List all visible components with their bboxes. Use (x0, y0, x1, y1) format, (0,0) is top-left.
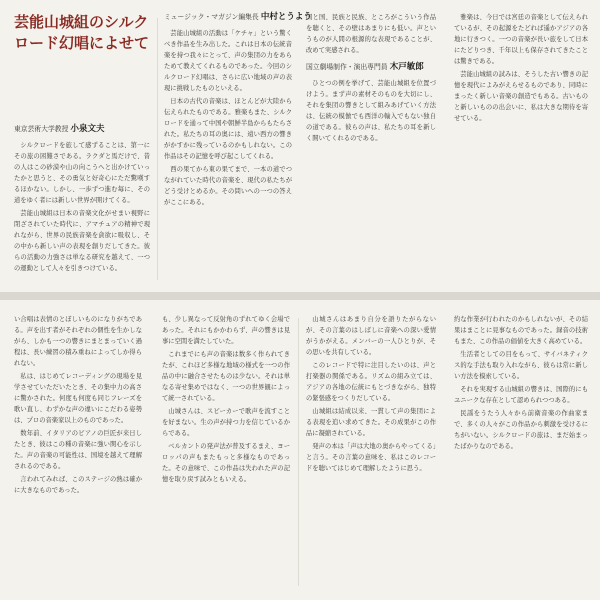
author-1-affiliation: 東京芸術大学教授 (14, 125, 69, 133)
text-paragraph: 山城さんは、スピーカーで歌声を流すことを好まない。生の声が持つ力を信じているからである。 (162, 408, 290, 437)
author-1-byline (14, 124, 150, 134)
text-paragraph: 国と国、民族と民族、ところがこういう作品を聴くと、その壁はあまりにも低い。声というものが人間の根源的な表現であることが、改めて実感される。 (306, 14, 436, 54)
author-2-byline (164, 12, 312, 22)
bottom-column-1 (14, 314, 142, 596)
author-2-affiliation: ミュージック・マガジン編集長 (164, 13, 259, 21)
text-paragraph: 山城組は結成以来、一貫して声の集団による表現を追い求めてきた。その成果がこの作品に凝縮されている。 (306, 408, 436, 437)
text-paragraph: 芸能山城組は日本の音楽文化がせまい視野に閉ざされていた時代に、アマチュアの精神で現れながら、世界の民族音楽を貪欲に吸収し、その中から新しい声の表現を創りだしてきた。彼らの活動の力強さは単なる研究を越えて、一つの運動として人々を引きつけている。 (14, 210, 150, 272)
page-divider (0, 292, 600, 300)
text-paragraph: 芸能山城組の活動は「ケチャ」という驚くべき作品を生み出した。これは日本の伝統音楽を持つ我々にとって、声の集団の力をあらためて教えてくれるものであった。今回のシルクロード幻唱は、さらに広い地域の声の表現に挑戦したものといえる。 (164, 30, 292, 92)
text-paragraph: ひとつの例を挙げて、芸能山城組を位置づけよう。まず声の素材そのものを大切にし、それを集団の響きとして組みあげていく方法は、伝統の模倣でも西洋の輸入でもない独自の道である。彼らの声は、私たちの耳を新しく開いてくれるのである。 (306, 80, 436, 142)
author-3-name: 木戸敏郎 (389, 62, 424, 72)
top-column-4 (454, 12, 588, 288)
text-paragraph: 発声の本は「声は大地の奥からやってくる」と言う。その言葉の意味を、私はこのレコードを聴いてはじめて理解したように思う。 (306, 443, 436, 472)
author-1-name: 小泉文夫 (70, 124, 105, 134)
text-paragraph: 民謡をうたう人々から前衛音楽の作曲家まで、多くの人々がこの作品から刺激を受けるにちがいない。シルクロードの旅は、まだ始まったばかりなのである。 (454, 410, 588, 450)
top-column-1 (14, 124, 150, 288)
author-3-byline (306, 62, 436, 72)
column-rule (157, 18, 158, 280)
text-paragraph: このレコードで特に注目したいのは、声と打楽器の関係である。リズムの組み立ては、アジアの各地の伝統にもとづきながら、独特の緊張感をつくりだしている。 (306, 362, 436, 402)
text-paragraph: それを実現する山城組の響きは、国際的にもユニークな存在として認められつつある。 (454, 386, 588, 404)
column-rule (298, 318, 299, 586)
text-paragraph: ベルカントの発声法が普及するまえ、ヨーロッパの声もまたもっと多様なものであった。その意味で、この作品は失われた声の記憶を取り戻す試みともいえる。 (162, 443, 290, 483)
text-paragraph: 数年前、イタリアのピアノの巨匠が来日したとき、彼はこの種の音楽に強い関心を示した。声の音楽の可能性は、国境を越えて理解されるのである。 (14, 430, 142, 470)
text-paragraph: 雅楽は、今日では宮廷の音楽として伝えられているが、その起源をたどれば遥かアジアの各地に行きつく。一つの音楽が長い旅をして日本にたどりつき、千年以上も保存されてきたことは驚きである。 (454, 14, 588, 65)
top-page (0, 0, 600, 292)
bottom-page (0, 300, 600, 600)
author-3-affiliation: 国立劇場制作・演出専門員 (306, 63, 388, 71)
bottom-column-2 (162, 314, 290, 596)
top-column-2 (164, 12, 312, 288)
bottom-column-4 (454, 314, 588, 596)
text-paragraph: 日本の古代の音楽は、ほとんどが大陸から伝えられたものである。雅楽もまた、シルクロードを通って中国や朝鮮半島からもたらされた。私たちの耳の奥には、遠い西方の響きがかすかに残っているのかもしれない。この作品はその記憶を呼び起こしてくれる。 (164, 98, 292, 160)
text-paragraph: 山城さんはあまり自分を語りたがらないが、その言葉のはしばしに音楽への深い愛情がうかがえる。メンバーの一人ひとりが、その思いを共有している。 (306, 316, 436, 356)
text-paragraph: 生活者としての目をもって、サイバネティクス的な手法も取り入れながら、彼らは常に新しい方法を模索している。 (454, 351, 588, 380)
text-paragraph: 約な作業が行われたのかもしれないが、その結果はまことに見事なものであった。録音の技術もまた、この作品の価値を大きく高めている。 (454, 316, 588, 345)
text-paragraph: 言われてみれば、このステージの熱は確かに大きなものであった。 (14, 476, 142, 494)
text-paragraph: シルクロードを旅して感ずることは、第一にその旅の困難さである。ラクダと馬だけで、昔の人はこの砂漠や山の向こうへと出かけていったかと思うと、その勇気と好奇心にただ驚嘆するほかない。しかし、一歩ずつ進む毎に、その道をゆく者には新しい世界が開けてくる。 (14, 142, 150, 204)
text-paragraph: も、少し異なって反射角のずれてゆく会場であった。それにもかかわらず、声の響きは見事に空間を満たしていた。 (162, 316, 290, 345)
text-paragraph: 私は、はじめてレコーディングの現場を見学させていただいたとき、その集中力の高さに驚かされた。何度も何度も同じフレーズを歌い直し、わずかな声の違いにこだわる姿勢は、プロの音楽家以上のものであった。 (14, 373, 142, 424)
text-paragraph: 西の果てから東の果てまで、一本の道でつながれていた時代の音楽を、現代の私たちがどう受けとめるか。その問いへの一つの答えがここにある。 (164, 166, 292, 206)
article-title: 芸能山城組のシルクロード幻唱によせて (14, 13, 150, 52)
text-paragraph: い合唱は表情のとぼしいものになりがちである。声を出す者がそれぞれの個性を生かしながら、しかも一つの響きにまとまっていく過程は、長い練習の積み重ねによってしか得られない。 (14, 316, 142, 367)
text-paragraph: これまでにも声の音楽は数多く作られてきたが、これほど多様な地域の様式を一つの作品の中に融合させたものは少ない。それは単なる寄せ集めではなく、一つの世界観によって統一されている。 (162, 351, 290, 402)
text-paragraph: 芸能山城組の試みは、そうした古い響きの記憶を現代によみがえらせるものであり、同時にまったく新しい音楽の創造でもある。古いものと新しいものの出会いに、私は大きな期待を寄せている。 (454, 71, 588, 122)
top-column-3 (306, 12, 436, 288)
author-2-name: 中村とうよう (260, 12, 312, 22)
bottom-column-3 (306, 314, 436, 596)
